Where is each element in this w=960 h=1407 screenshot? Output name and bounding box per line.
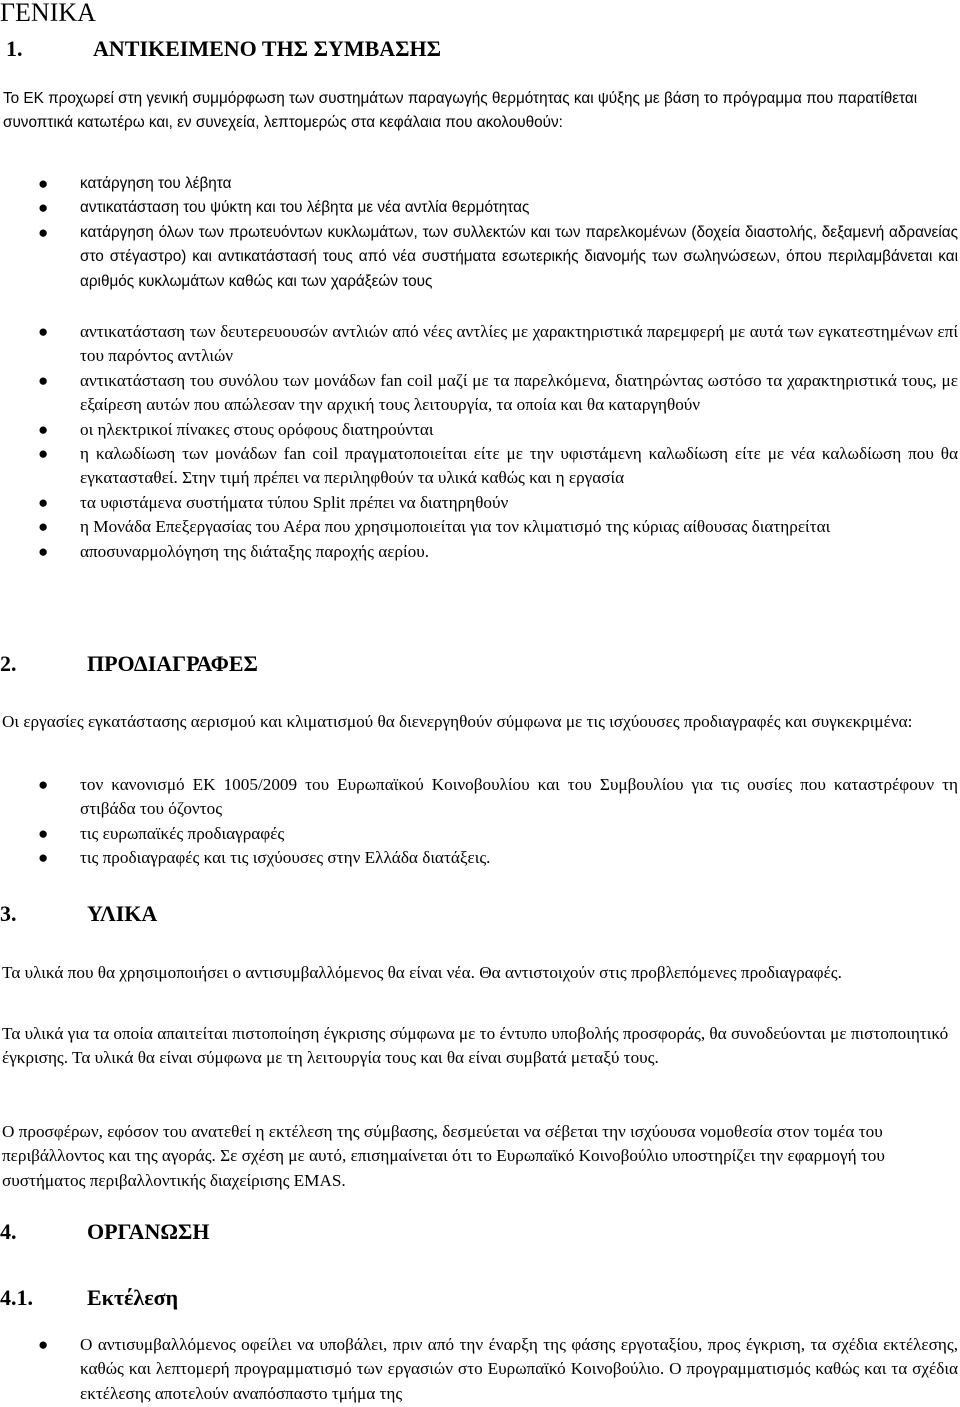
bullet-icon: ● bbox=[38, 222, 49, 242]
section-2-intro: Οι εργασίες εγκατάστασης αερισμού και κλιματισμού θα διενεργηθούν σύμφωνα με τις ισχύουσες προδιαγραφές και συγκεκριμένα: bbox=[2, 712, 913, 731]
bullet-icon: ● bbox=[38, 541, 49, 561]
section-2-heading bbox=[0, 650, 258, 678]
list-item: ● τις ευρωπαϊκές προδιαγραφές bbox=[0, 822, 958, 846]
list-item: ● η καλωδίωση των μονάδων fan coil πραγματοποιείται είτε με την υφιστάμενη καλωδίωση είτε με νέα καλωδίωση που θα εγκατασταθεί. Στην τιμή πρέπει να περιληφθούν τα υλικά καθώς και η εργασία bbox=[38, 444, 958, 488]
list-item: ● κατάργηση όλων των πρωτευόντων κυκλωμάτων, των συλλεκτών και των παρελκομένων (δοχεία διαστολής, δεξαμενή αδρανείας στο στέγαστρο) και αντικατάστασή τους από νέα συστήματα εσωτερικής διανομής των σωληνώσεων, όπου περιλαμβάνεται και αριθμός κυκλωμάτων καθώς και των χαράξεών τους bbox=[38, 222, 958, 290]
section-3-heading bbox=[0, 900, 157, 928]
list-item: ● κατάργηση του λέβητα bbox=[0, 172, 958, 196]
list-item: ● τον κανονισμό ΕΚ 1005/2009 του Ευρωπαϊκού Κοινοβουλίου και του Συμβουλίου για τις ουσίες που καταστρέφουν τη στιβάδα του όζοντος bbox=[38, 775, 958, 819]
section-number: 3. bbox=[0, 901, 17, 926]
section-number: 4. bbox=[0, 1219, 17, 1244]
section-4-1-list bbox=[0, 1333, 960, 1406]
list-item: ● Ο αντισυμβαλλόμενος οφείλει να υποβάλει, πριν από την έναρξη της φάσης εργοταξίου, προς έγκριση, τα σχέδια εκτέλεσης, καθώς και λεπτομερή προγραμματισμό των εργασιών στο Ευρωπαϊκό Κοινοβούλιο. Ο προγραμματισμός καθώς και τα σχέδια εκτέλεσης αποτελούν αναπόσπαστο τμήμα της bbox=[38, 1335, 958, 1403]
page-title: ΓΕΝΙΚΑ bbox=[0, 0, 96, 27]
bullet-icon: ● bbox=[38, 444, 49, 464]
section-title: Εκτέλεση bbox=[87, 1285, 179, 1310]
section-1-list-continued bbox=[0, 320, 960, 564]
list-item: ● αντικατάσταση των δευτερευουσών αντλιών από νέες αντλίες με χαρακτηριστικά παρεμφερή με αυτά των εγκατεστημένων επί του παρόντος αντλιών bbox=[38, 322, 958, 366]
bullet-icon: ● bbox=[38, 419, 49, 439]
section-3-paragraph-1: Τα υλικά που θα χρησιμοποιήσει ο αντισυμβαλλόμενος θα είναι νέα. Θα αντιστοιχούν στις προβλεπόμενες προδιαγραφές. bbox=[2, 963, 842, 982]
bullet-icon: ● bbox=[38, 517, 49, 537]
section-1-list bbox=[0, 172, 960, 294]
section-number: 1. bbox=[6, 36, 23, 61]
list-item: ● αντικατάσταση του συνόλου των μονάδων fan coil μαζί με τα παρελκόμενα, διατηρώντας ωστόσο τα χαρακτηριστικά τους, με εξαίρεση αυτών που απώλεσαν την αρχική τους λειτουργία, τα οποία και θα καταργηθούν bbox=[38, 370, 958, 415]
section-title: ΟΡΓΑΝΩΣΗ bbox=[87, 1219, 210, 1244]
list-item: ● οι ηλεκτρικοί πίνακες στους ορόφους διατηρούνται bbox=[0, 418, 958, 442]
section-title: ΠΡΟΔΙΑΓΡΑΦΕΣ bbox=[87, 651, 258, 676]
section-4-1-heading bbox=[0, 1284, 178, 1312]
section-3-paragraph-3: Ο προσφέρων, εφόσον του ανατεθεί η εκτέλεση της σύμβασης, δεσμεύεται να σέβεται την ισχύουσα νομοθεσία στον τομέα του περιβάλλοντος και της αγοράς. Σε σχέση με αυτό, επισημαίνεται ότι το Ευρωπαϊκό Κοινοβούλιο υποστηρίζει την εφαρμογή του συστήματος περιβαλλοντικής διαχείρισης EMAS. bbox=[2, 1122, 885, 1190]
list-item: ● τις προδιαγραφές και τις ισχύουσες στην Ελλάδα διατάξεις. bbox=[0, 846, 958, 870]
bullet-icon: ● bbox=[38, 848, 49, 868]
section-1-intro: Το ΕΚ προχωρεί στη γενική συμμόρφωση των συστημάτων παραγωγής θερμότητας και ψύξης με βάση το πρόγραμμα που παρατίθεται συνοπτικά κατωτέρω και, εν συνεχεία, λεπτομερώς στα κεφάλαια που ακολουθούν: bbox=[3, 90, 918, 132]
section-number: 4.1. bbox=[0, 1285, 33, 1310]
section-1-heading bbox=[6, 35, 441, 63]
list-item: ● αντικατάσταση του ψύκτη και του λέβητα με νέα αντλία θερμότητας bbox=[0, 196, 958, 220]
bullet-icon: ● bbox=[38, 322, 49, 341]
section-2-list bbox=[0, 773, 960, 871]
list-item: ● τα υφιστάμενα συστήματα τύπου Split πρέπει να διατηρηθούν bbox=[0, 491, 958, 515]
section-4-heading bbox=[0, 1218, 210, 1246]
bullet-icon: ● bbox=[38, 823, 49, 843]
bullet-icon: ● bbox=[38, 198, 49, 218]
list-item: ● αποσυναρμολόγηση της διάταξης παροχής αερίου. bbox=[0, 540, 958, 564]
section-3-paragraph-2: Τα υλικά για τα οποία απαιτείται πιστοποίηση έγκρισης σύμφωνα με το έντυπο υποβολής προσφοράς, θα συνοδεύονται με πιστοποιητικό έγκρισης. Τα υλικά θα είναι σύμφωνα με τη λειτουργία τους και θα είναι συμβατά μεταξύ τους. bbox=[2, 1024, 949, 1068]
section-number: 2. bbox=[0, 651, 17, 676]
section-title: ΑΝΤΙΚΕΙΜΕΝΟ ΤΗΣ ΣΥΜΒΑΣΗΣ bbox=[93, 36, 442, 61]
section-title: ΥΛΙΚΑ bbox=[87, 901, 158, 926]
bullet-icon: ● bbox=[38, 370, 49, 390]
list-item: ● η Μονάδα Επεξεργασίας του Αέρα που χρησιμοποιείται για τον κλιματισμό της κύριας αίθουσας διατηρείται bbox=[0, 515, 958, 539]
bullet-icon: ● bbox=[38, 174, 49, 193]
bullet-icon: ● bbox=[38, 1335, 49, 1354]
bullet-icon: ● bbox=[38, 492, 49, 512]
bullet-icon: ● bbox=[38, 775, 49, 794]
